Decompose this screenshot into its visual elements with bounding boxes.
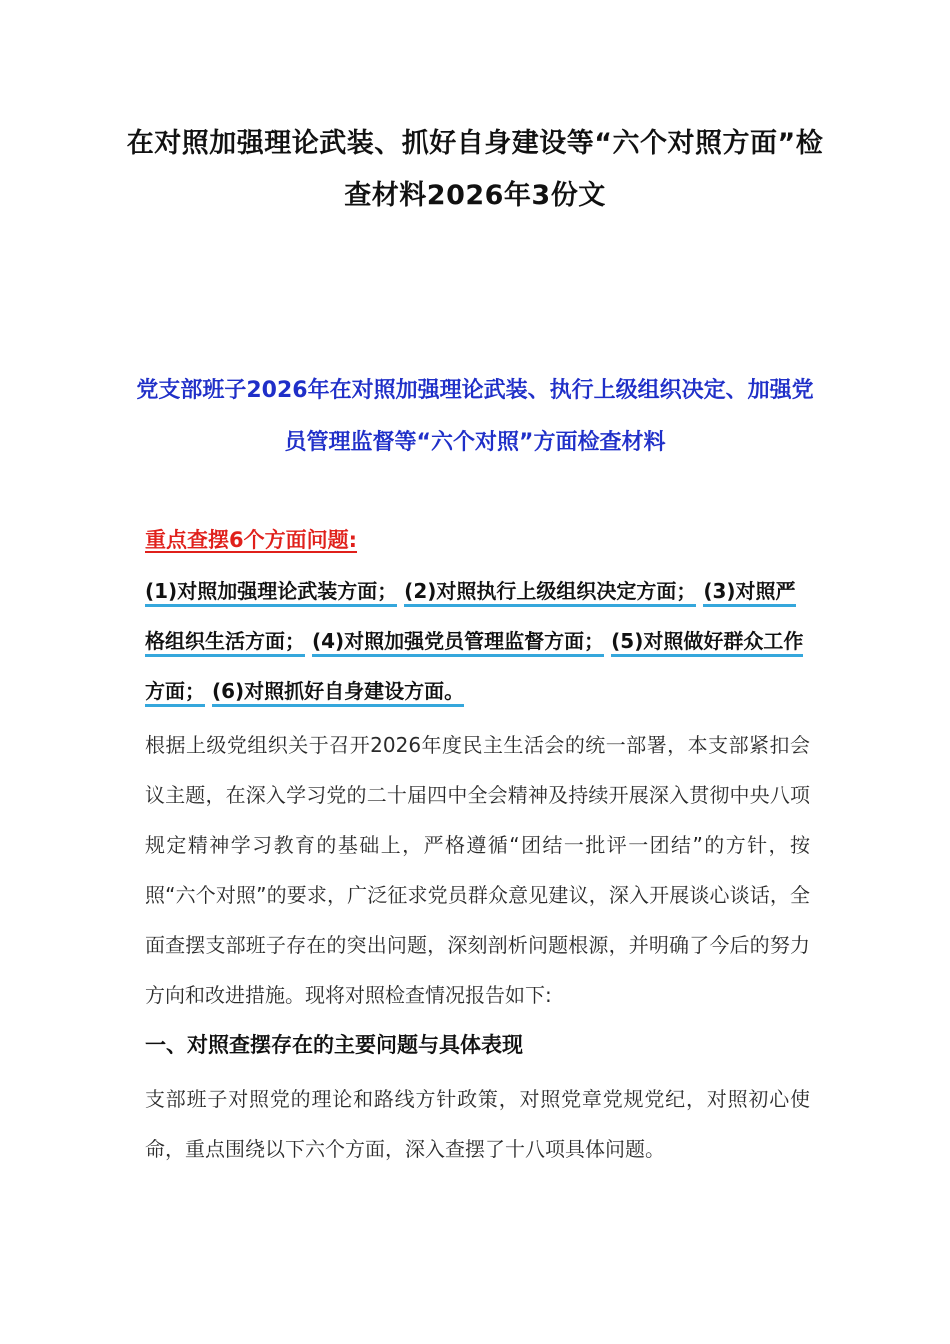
document-title: 在对照加强理论武装、抓好自身建设等“六个对照方面”检查材料2026年3份文 (126, 128, 824, 211)
focus-item-3: (3)对照严格组织生活方面； (145, 579, 796, 657)
intro-paragraph: 根据上级党组织关于召开2026年度民主生活会的统一部署，本支部紧扣会议主题，在深入学习党的二十届四中全会精神及持续开展深入贯彻中央八项规定精神学习教育的基础上，严格遵循“团结一批评一团结”的方针，按照“六个对照”的要求，广泛征求党员群众意见建议，深入开展谈心谈话，全面查摆支部班子存在的突出问题，深刻剖析问题根源，并明确了今后的努力方向和改进措施。现将对照检查情况报告如下: (145, 733, 810, 1007)
section-heading: 一、对照查摆存在的主要问题与具体表现 (145, 1033, 523, 1057)
focus-item-5: (5)对照做好群众工作方面； (145, 629, 803, 707)
focus-item-2: (2)对照执行上级组织决定方面； (404, 579, 696, 607)
section-paragraph: 支部班子对照党的理论和路线方针政策，对照党章党规党纪，对照初心使命，重点围绕以下六个方面，深入查摆了十八项具体问题。 (145, 1087, 810, 1161)
document-body (145, 516, 810, 1174)
focus-heading: 重点查摆6个方面问题: (145, 528, 358, 552)
focus-list (145, 566, 810, 716)
focus-item-4: (4)对照加强党员管理监督方面； (312, 629, 604, 657)
document-subtitle: 党支部班子2026年在对照加强理论武装、执行上级组织决定、加强党员管理监督等“六个对照”方面检查材料 (136, 378, 814, 455)
focus-item-6: (6)对照抓好自身建设方面。 (212, 679, 464, 707)
focus-item-1: (1)对照加强理论武装方面； (145, 579, 397, 607)
